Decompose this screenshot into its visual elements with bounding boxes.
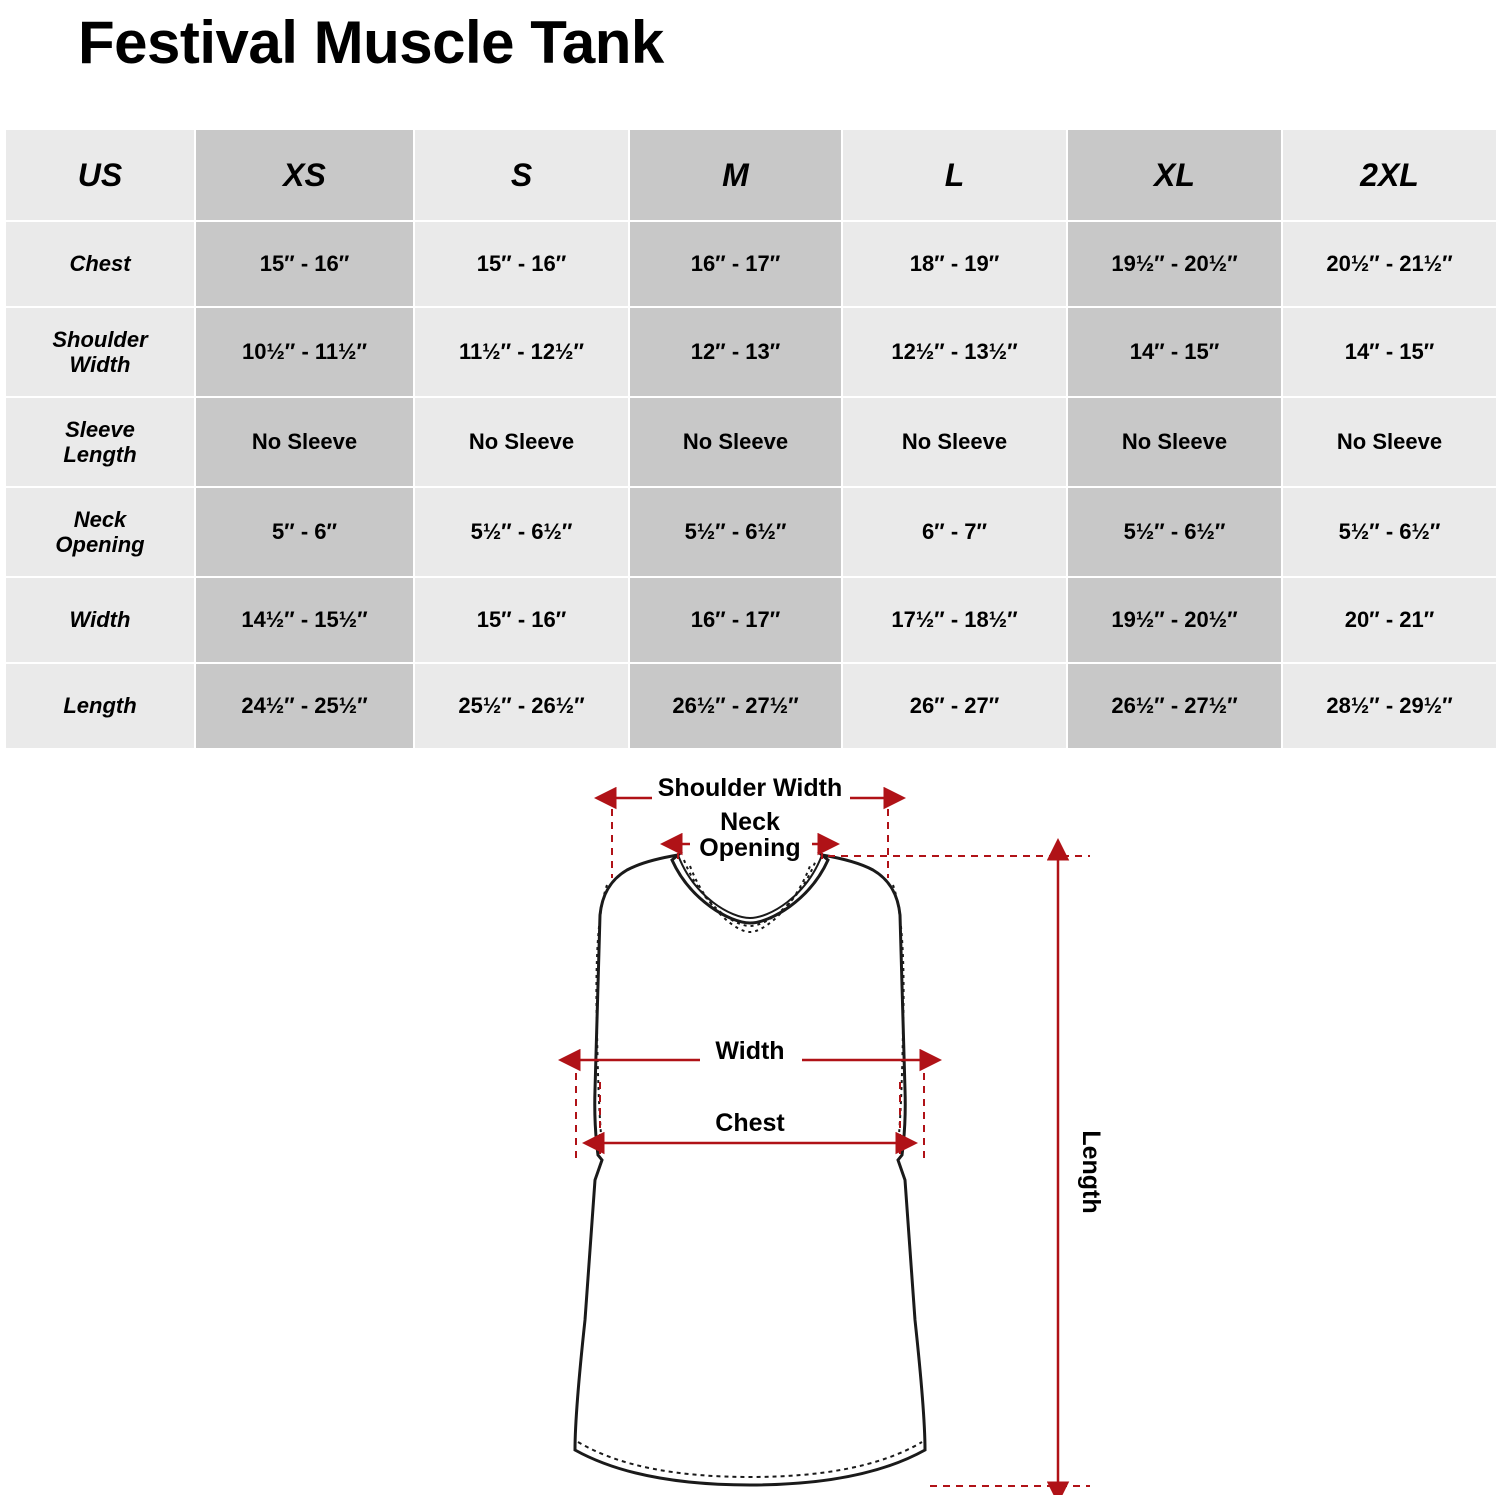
table-header-row bbox=[5, 129, 1497, 221]
table-row bbox=[5, 487, 1497, 577]
cell-shoulder-xl: 14″ - 15″ bbox=[1067, 307, 1282, 397]
cell-sleeve-2xl: No Sleeve bbox=[1282, 397, 1497, 487]
size-chart-table bbox=[4, 128, 1498, 750]
cell-length-m: 26½″ - 27½″ bbox=[629, 663, 842, 749]
cell-chest-2xl: 20½″ - 21½″ bbox=[1282, 221, 1497, 307]
table-row bbox=[5, 663, 1497, 749]
cell-shoulder-m: 12″ - 13″ bbox=[629, 307, 842, 397]
row-label-width: Width bbox=[5, 577, 195, 663]
cell-chest-xl: 19½″ - 20½″ bbox=[1067, 221, 1282, 307]
table-row bbox=[5, 307, 1497, 397]
cell-neck-l: 6″ - 7″ bbox=[842, 487, 1067, 577]
cell-length-xs: 24½″ - 25½″ bbox=[195, 663, 414, 749]
cell-sleeve-xl: No Sleeve bbox=[1067, 397, 1282, 487]
cell-width-m: 16″ - 17″ bbox=[629, 577, 842, 663]
cell-chest-m: 16″ - 17″ bbox=[629, 221, 842, 307]
label-width: Width bbox=[715, 1037, 785, 1065]
cell-length-xl: 26½″ - 27½″ bbox=[1067, 663, 1282, 749]
cell-sleeve-m: No Sleeve bbox=[629, 397, 842, 487]
table-row bbox=[5, 577, 1497, 663]
cell-width-s: 15″ - 16″ bbox=[414, 577, 629, 663]
label-neck-opening-line1: Neck bbox=[720, 808, 780, 836]
cell-neck-xs: 5″ - 6″ bbox=[195, 487, 414, 577]
row-label-shoulder-width bbox=[5, 307, 195, 397]
label-shoulder-width: Shoulder Width bbox=[657, 774, 843, 802]
cell-chest-xs: 15″ - 16″ bbox=[195, 221, 414, 307]
cell-chest-l: 18″ - 19″ bbox=[842, 221, 1067, 307]
row-label-line2: Opening bbox=[55, 532, 145, 557]
column-header-xs: XS bbox=[195, 129, 414, 221]
cell-width-xs: 14½″ - 15½″ bbox=[195, 577, 414, 663]
cell-shoulder-xs: 10½″ - 11½″ bbox=[195, 307, 414, 397]
row-label-line2: Length bbox=[63, 442, 137, 467]
row-label-sleeve-length bbox=[5, 397, 195, 487]
cell-width-xl: 19½″ - 20½″ bbox=[1067, 577, 1282, 663]
row-label-line2: Width bbox=[69, 352, 131, 377]
cell-width-2xl: 20″ - 21″ bbox=[1282, 577, 1497, 663]
label-length: Length bbox=[1077, 1130, 1105, 1214]
cell-shoulder-s: 11½″ - 12½″ bbox=[414, 307, 629, 397]
row-label-line1: Shoulder bbox=[52, 326, 148, 352]
row-label-line1: Sleeve bbox=[65, 416, 135, 442]
table-row bbox=[5, 221, 1497, 307]
column-header-2xl: 2XL bbox=[1282, 129, 1497, 221]
column-header-xl: XL bbox=[1067, 129, 1282, 221]
cell-sleeve-s: No Sleeve bbox=[414, 397, 629, 487]
cell-neck-xl: 5½″ - 6½″ bbox=[1067, 487, 1282, 577]
row-label-chest: Chest bbox=[5, 221, 195, 307]
cell-neck-s: 5½″ - 6½″ bbox=[414, 487, 629, 577]
table-row bbox=[5, 397, 1497, 487]
cell-sleeve-l: No Sleeve bbox=[842, 397, 1067, 487]
row-label-line1: Neck bbox=[73, 506, 127, 532]
measurement-diagram bbox=[0, 760, 1500, 1495]
column-header-us: US bbox=[5, 129, 195, 221]
cell-width-l: 17½″ - 18½″ bbox=[842, 577, 1067, 663]
page-title: Festival Muscle Tank bbox=[78, 9, 664, 76]
cell-shoulder-2xl: 14″ - 15″ bbox=[1282, 307, 1497, 397]
cell-length-s: 25½″ - 26½″ bbox=[414, 663, 629, 749]
label-chest: Chest bbox=[715, 1109, 785, 1137]
row-label-length: Length bbox=[5, 663, 195, 749]
cell-neck-2xl: 5½″ - 6½″ bbox=[1282, 487, 1497, 577]
column-header-l: L bbox=[842, 129, 1067, 221]
cell-neck-m: 5½″ - 6½″ bbox=[629, 487, 842, 577]
label-neck-opening-line2: Opening bbox=[699, 834, 801, 862]
cell-sleeve-xs: No Sleeve bbox=[195, 397, 414, 487]
cell-length-l: 26″ - 27″ bbox=[842, 663, 1067, 749]
cell-length-2xl: 28½″ - 29½″ bbox=[1282, 663, 1497, 749]
column-header-s: S bbox=[414, 129, 629, 221]
row-label-neck-opening bbox=[5, 487, 195, 577]
cell-chest-s: 15″ - 16″ bbox=[414, 221, 629, 307]
column-header-m: M bbox=[629, 129, 842, 221]
garment-illustration bbox=[575, 855, 925, 1485]
cell-shoulder-l: 12½″ - 13½″ bbox=[842, 307, 1067, 397]
